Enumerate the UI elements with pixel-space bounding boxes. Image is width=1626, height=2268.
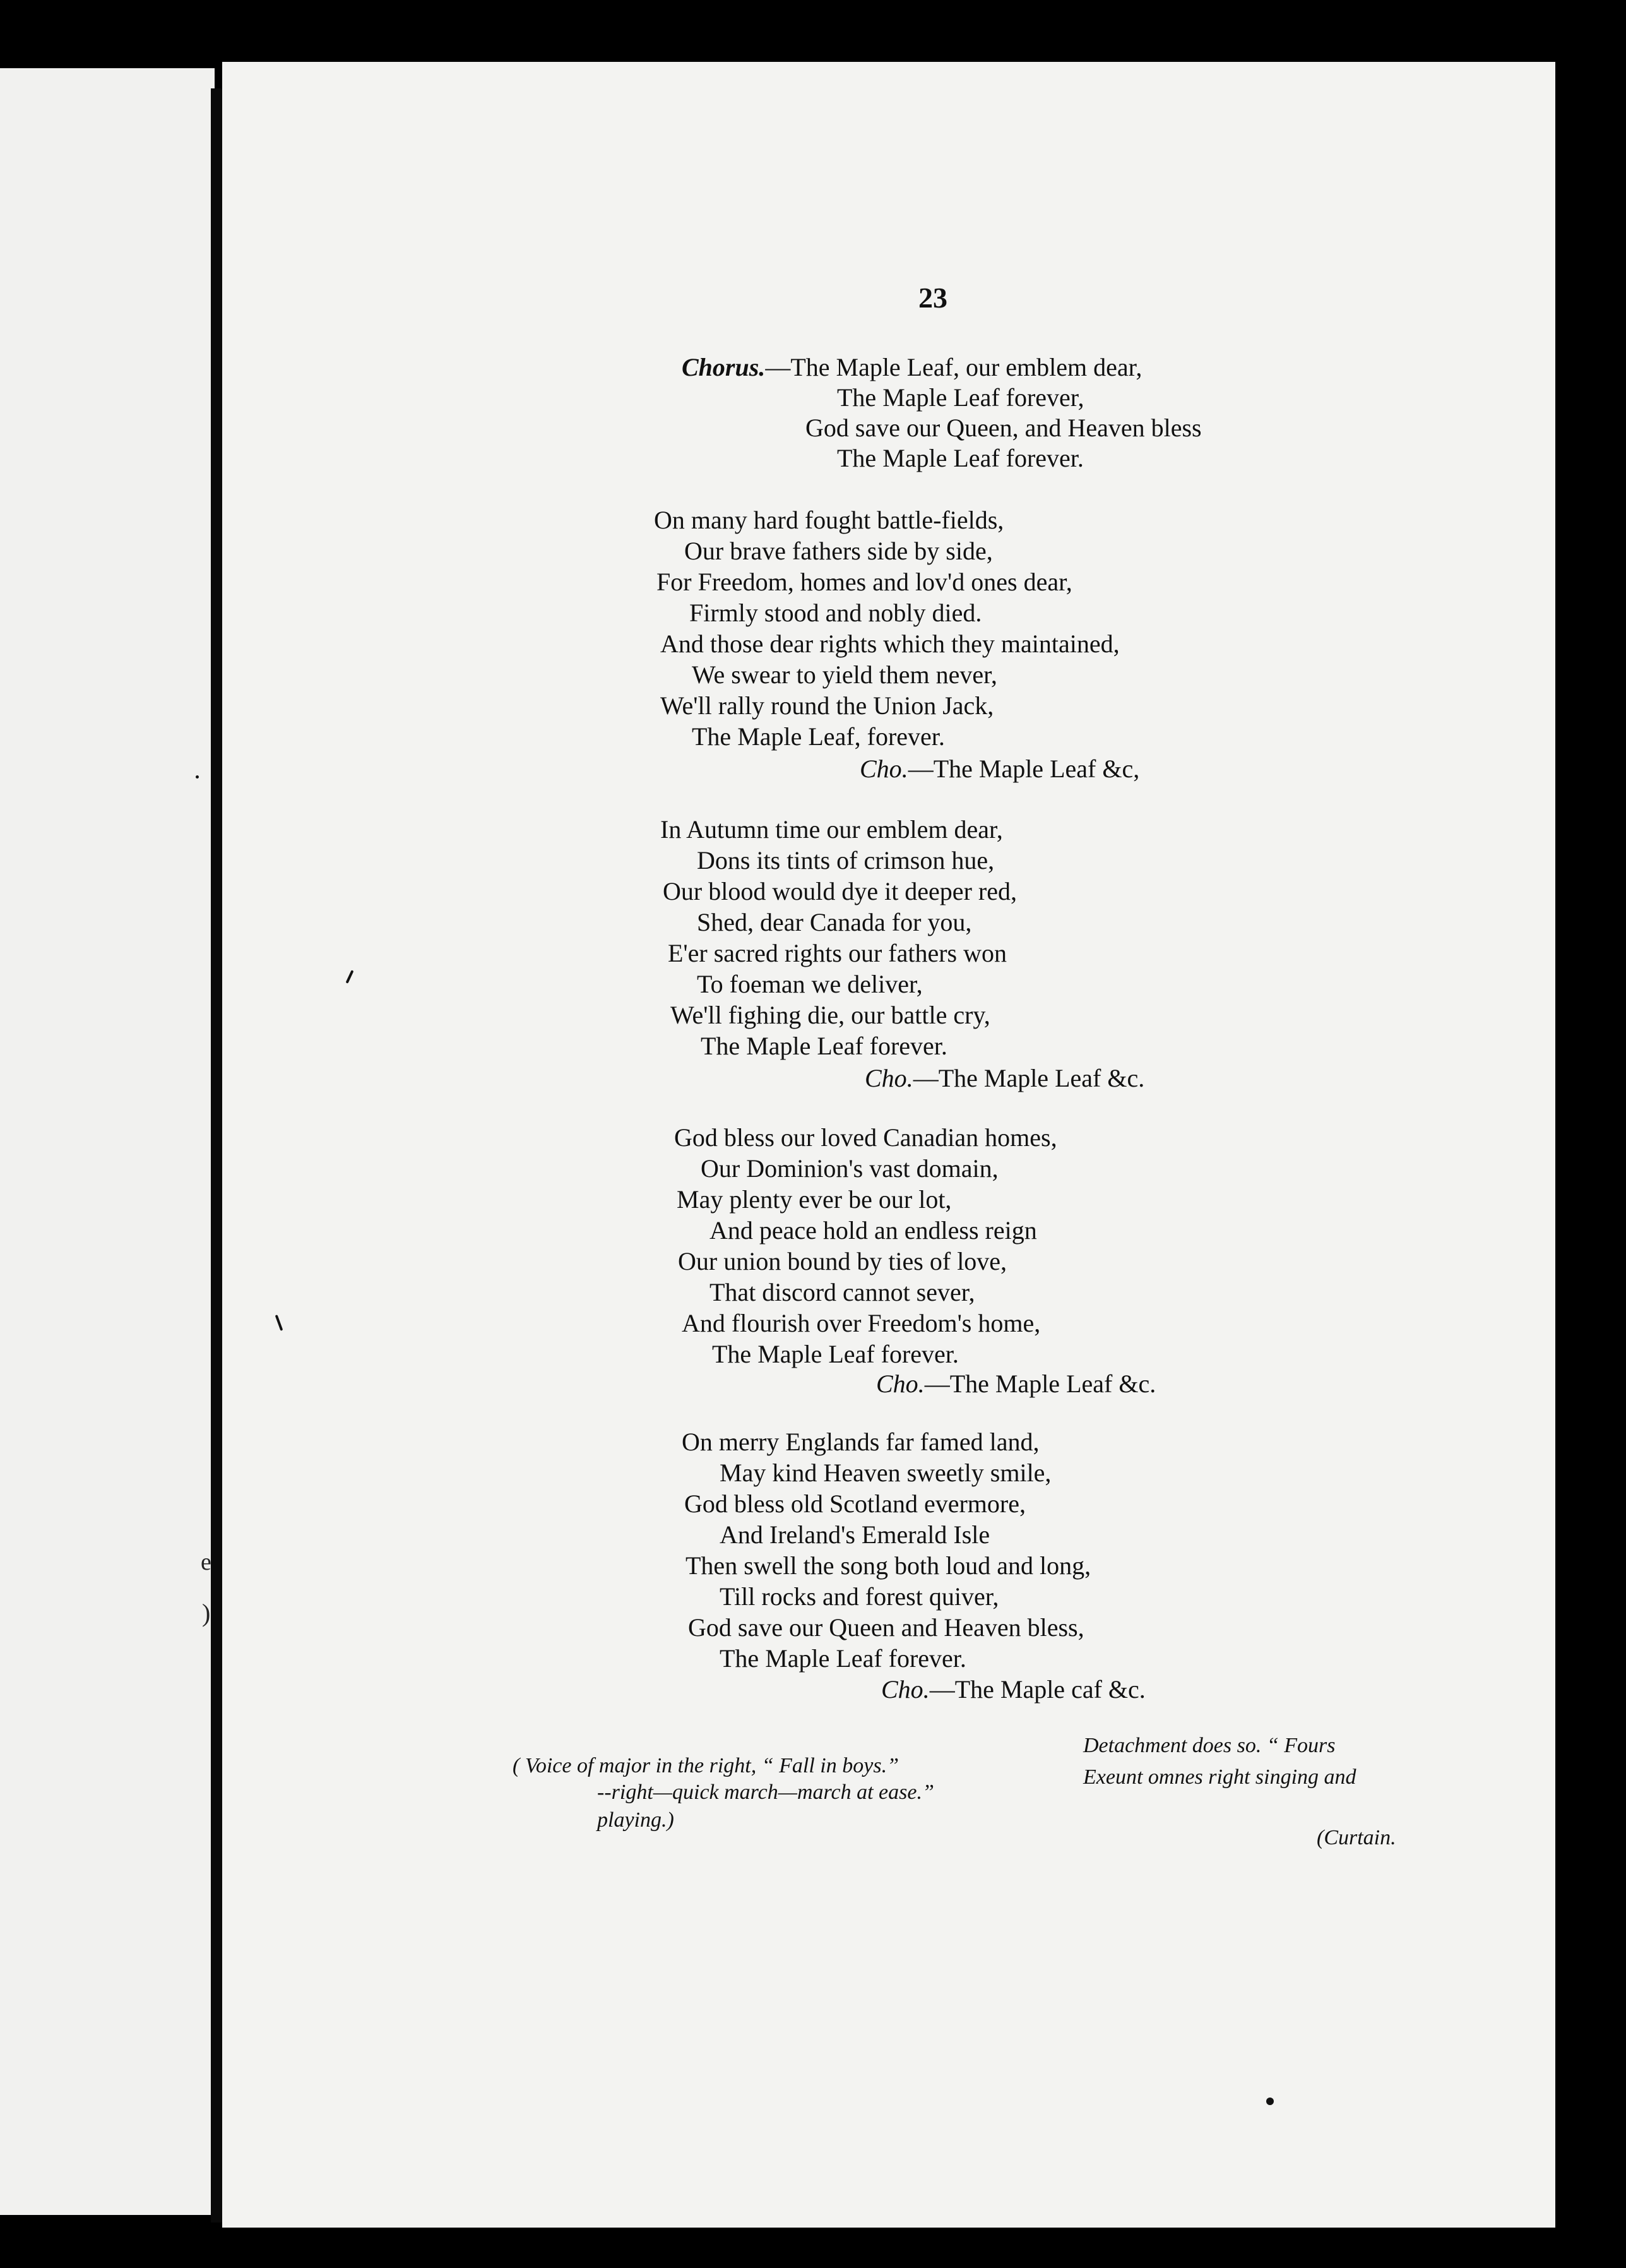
stanza-line: May kind Heaven sweetly smile, bbox=[720, 1459, 1052, 1487]
cue-label: Cho. bbox=[860, 755, 908, 783]
stanza-line: Our brave fathers side by side, bbox=[684, 537, 993, 565]
stanza-line: In Autumn time our emblem dear, bbox=[660, 815, 1003, 844]
stanza-line: To foeman we deliver, bbox=[697, 970, 923, 998]
cue-text: —The Maple Leaf &c, bbox=[908, 755, 1140, 783]
chorus-cue bbox=[876, 1371, 1156, 1397]
left-page-edge-mark: e bbox=[201, 1549, 211, 1575]
curtain-direction: (Curtain. bbox=[1317, 1826, 1396, 1849]
scan-frame-edge bbox=[1555, 57, 1626, 2268]
stanza-line: God bless old Scotland evermore, bbox=[684, 1489, 1026, 1518]
stanza-line: On many hard fought battle-fields, bbox=[654, 506, 1004, 534]
chorus-line-4: The Maple Leaf forever. bbox=[837, 444, 1084, 472]
stanza-line: We'll fighing die, our battle cry, bbox=[670, 1001, 990, 1029]
stanza-line: Dons its tints of crimson hue, bbox=[697, 846, 995, 874]
stanza-line: We swear to yield them never, bbox=[692, 660, 997, 689]
left-page-edge-mark: ) bbox=[202, 1599, 211, 1627]
stanza-line: The Maple Leaf, forever. bbox=[692, 722, 945, 751]
stanza-line: God save our Queen and Heaven bless, bbox=[688, 1613, 1084, 1642]
scan-speck bbox=[196, 775, 199, 779]
stage-direction-line-2-right: Exeunt omnes right singing and bbox=[1083, 1765, 1356, 1789]
stanza-line: The Maple Leaf forever. bbox=[720, 1644, 966, 1673]
stanza-line: The Maple Leaf forever. bbox=[701, 1032, 947, 1060]
stanza-line: Our union bound by ties of love, bbox=[678, 1247, 1007, 1275]
stanza-line: Shed, dear Canada for you, bbox=[697, 908, 972, 936]
left-page-fragment bbox=[0, 68, 215, 2215]
chorus-line-1 bbox=[682, 355, 1142, 380]
stanza-line: And flourish over Freedom's home, bbox=[682, 1309, 1041, 1337]
stanza-line: The Maple Leaf forever. bbox=[712, 1340, 959, 1368]
stage-direction-line-3: playing.) bbox=[597, 1808, 674, 1832]
page-number: 23 bbox=[918, 282, 947, 314]
stanza-line: And Ireland's Emerald Isle bbox=[720, 1520, 990, 1549]
stage-direction-line-1-right: Detachment does so. “ Fours bbox=[1083, 1734, 1336, 1757]
stanza-line: We'll rally round the Union Jack, bbox=[660, 691, 994, 720]
stanza-line: And peace hold an endless reign bbox=[709, 1216, 1037, 1244]
stanza-line: And those dear rights which they maintained, bbox=[660, 630, 1120, 658]
chorus-label: Chorus. bbox=[682, 353, 766, 381]
chorus-cue bbox=[860, 756, 1139, 782]
chorus-line-text: —The Maple Leaf, our emblem dear, bbox=[765, 353, 1142, 381]
chorus-line-2: The Maple Leaf forever, bbox=[837, 383, 1084, 412]
chorus-cue bbox=[881, 1677, 1146, 1702]
scan-speck bbox=[1266, 2098, 1274, 2105]
stanza-line: Then swell the song both loud and long, bbox=[685, 1551, 1091, 1580]
stanza-line: E'er sacred rights our fathers won bbox=[668, 939, 1007, 967]
stanza-line: That discord cannot sever, bbox=[709, 1278, 975, 1306]
stanza-line: Our blood would dye it deeper red, bbox=[663, 877, 1017, 905]
cue-text: —The Maple caf &c. bbox=[929, 1675, 1146, 1704]
cue-label: Cho. bbox=[876, 1370, 925, 1398]
stanza-line: Our Dominion's vast domain, bbox=[701, 1154, 999, 1183]
stanza-line: On merry Englands far famed land, bbox=[682, 1428, 1040, 1456]
cue-text: —The Maple Leaf &c. bbox=[924, 1370, 1156, 1398]
stanza-line: God bless our loved Canadian homes, bbox=[674, 1123, 1057, 1152]
cue-label: Cho. bbox=[881, 1675, 930, 1704]
stage-direction-line-1-left: ( Voice of major in the right, “ Fall in boys.” bbox=[513, 1754, 899, 1777]
stanza-line: Till rocks and forest quiver, bbox=[720, 1582, 999, 1611]
cue-text: —The Maple Leaf &c. bbox=[913, 1064, 1145, 1092]
chorus-cue bbox=[865, 1066, 1144, 1091]
stanza-line: May plenty ever be our lot, bbox=[677, 1185, 952, 1214]
stanza-line: Firmly stood and nobly died. bbox=[689, 599, 982, 627]
page-gutter bbox=[211, 88, 222, 2223]
cue-label: Cho. bbox=[865, 1064, 913, 1092]
stage-direction-line-2-left: --right—quick march—march at ease.” bbox=[597, 1781, 934, 1804]
stanza-line: For Freedom, homes and lov'd ones dear, bbox=[656, 568, 1072, 596]
chorus-line-3: God save our Queen, and Heaven bless bbox=[805, 414, 1202, 442]
